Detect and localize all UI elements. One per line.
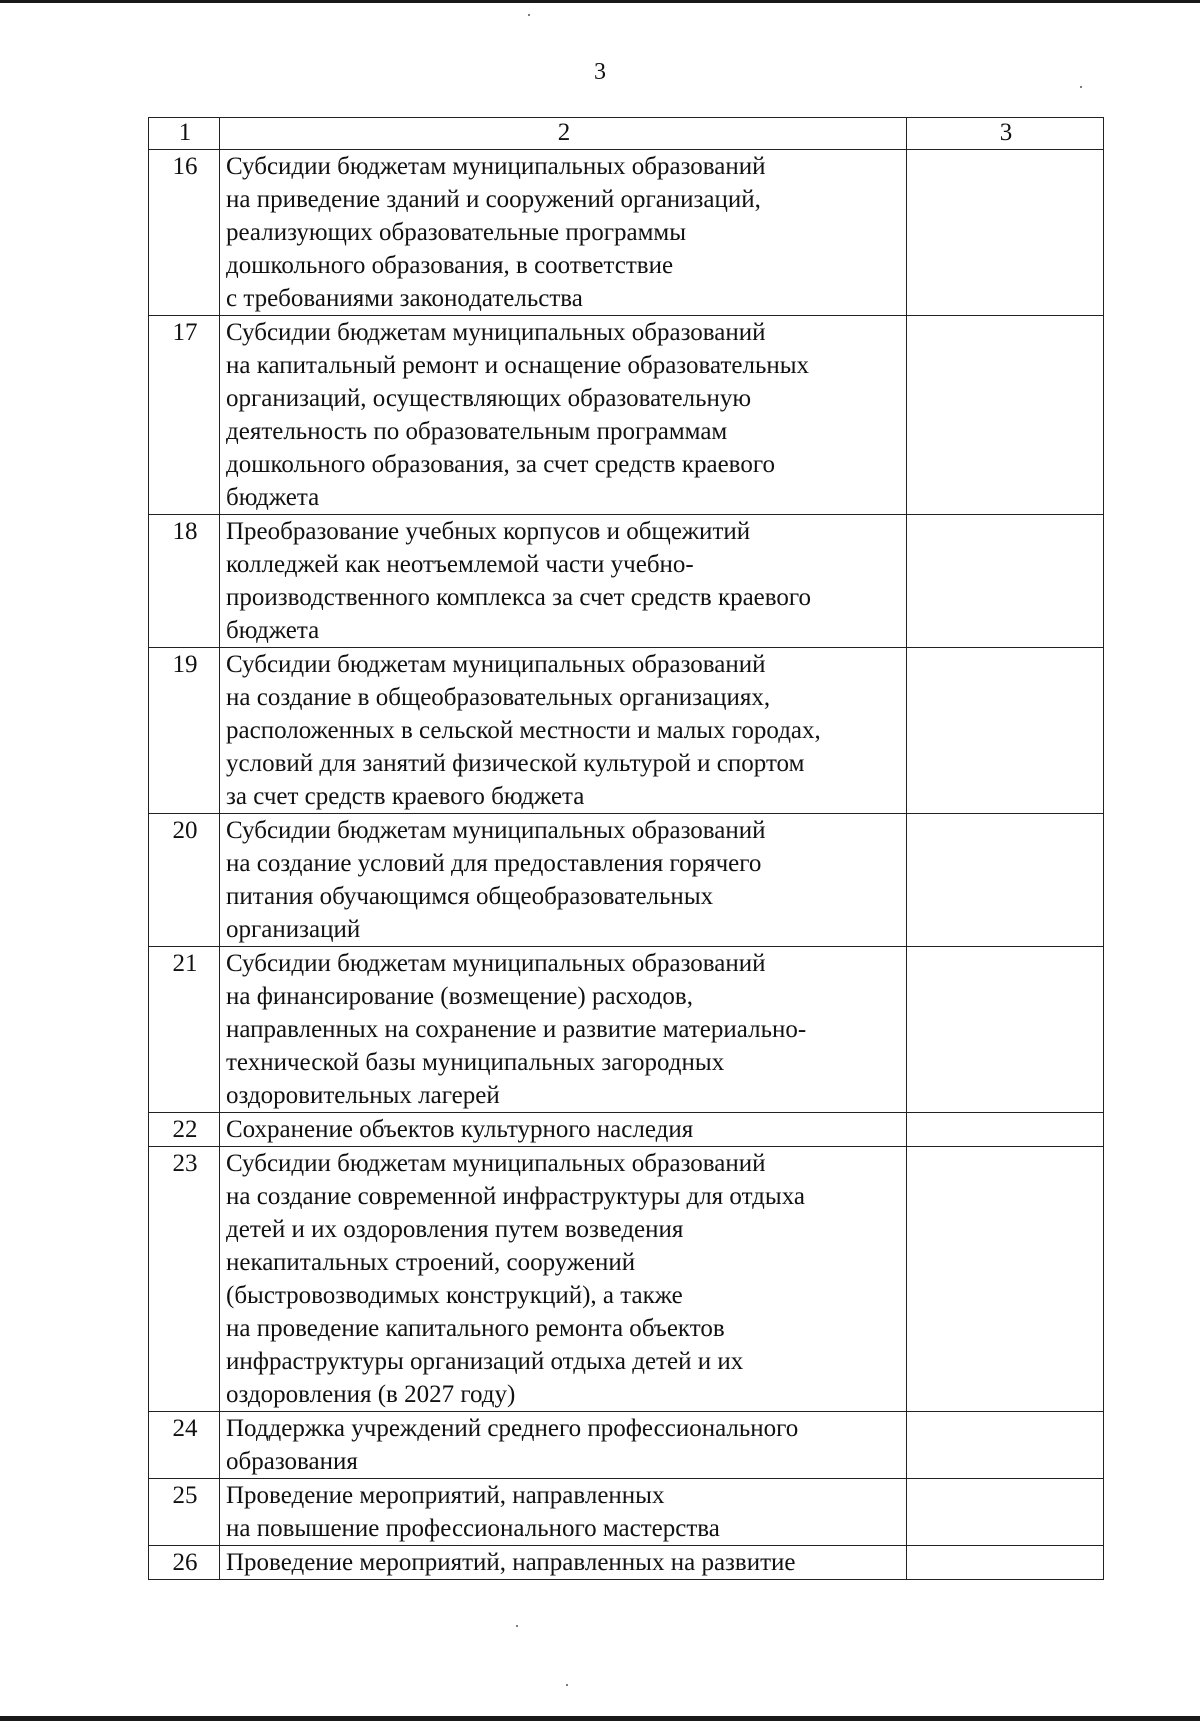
row-value — [907, 515, 1104, 648]
row-number: 18 — [149, 515, 220, 648]
scan-speck — [528, 14, 530, 16]
header-cell: 1 — [149, 118, 220, 150]
row-number: 23 — [149, 1147, 220, 1412]
row-description: Субсидии бюджетам муниципальных образований на создание условий для предоставления горячего питания обучающимся общеобразовательных организаций — [220, 814, 907, 947]
scan-edge-bottom — [0, 1716, 1200, 1721]
row-number: 22 — [149, 1113, 220, 1147]
row-number: 20 — [149, 814, 220, 947]
table-row — [149, 648, 1104, 814]
row-value — [907, 1147, 1104, 1412]
row-value — [907, 1113, 1104, 1147]
table-row — [149, 515, 1104, 648]
document-table — [148, 117, 1104, 1580]
row-value — [907, 1479, 1104, 1546]
row-description: Субсидии бюджетам муниципальных образований на капитальный ремонт и оснащение образовательных организаций, осуществляющих образовательную деятельность по образовательным программам дошкольного образования, за счет средств краевого бюджета — [220, 316, 907, 515]
row-value — [907, 1412, 1104, 1479]
row-value — [907, 1546, 1104, 1580]
table-header-row — [149, 118, 1104, 150]
row-description: Субсидии бюджетам муниципальных образований на приведение зданий и сооружений организаций, реализующих образовательные программы дошкольного образования, в соответствие с требованиями законодательства — [220, 150, 907, 316]
row-number: 21 — [149, 947, 220, 1113]
table-row — [149, 1479, 1104, 1546]
row-value — [907, 947, 1104, 1113]
row-value — [907, 648, 1104, 814]
table-row — [149, 1147, 1104, 1412]
row-description: Сохранение объектов культурного наследия — [220, 1113, 907, 1147]
row-number: 26 — [149, 1546, 220, 1580]
row-number: 19 — [149, 648, 220, 814]
header-cell: 3 — [907, 118, 1104, 150]
header-cell: 2 — [220, 118, 907, 150]
table-row — [149, 1546, 1104, 1580]
row-value — [907, 814, 1104, 947]
row-number: 24 — [149, 1412, 220, 1479]
page-number: 3 — [594, 59, 606, 85]
row-description: Поддержка учреждений среднего профессионального образования — [220, 1412, 907, 1479]
scan-edge-top — [0, 0, 1200, 3]
row-value — [907, 150, 1104, 316]
row-value — [907, 316, 1104, 515]
row-number: 17 — [149, 316, 220, 515]
row-description: Проведение мероприятий, направленных на развитие — [220, 1546, 907, 1580]
scan-speck — [516, 1625, 518, 1627]
table-row — [149, 150, 1104, 316]
row-description: Субсидии бюджетам муниципальных образований на создание современной инфраструктуры для отдыха детей и их оздоровления путем возведения некапитальных строений, сооружений (быстровозводимых конструкций), а также на проведение капитального ремонта объектов инфраструктуры организаций отдыха детей и их оздоровления (в 2027 году) — [220, 1147, 907, 1412]
table-row — [149, 1113, 1104, 1147]
table-row — [149, 947, 1104, 1113]
row-description: Субсидии бюджетам муниципальных образований на создание в общеобразовательных организациях, расположенных в сельской местности и малых городах, условий для занятий физической культурой и спортом за счет средств краевого бюджета — [220, 648, 907, 814]
row-number: 25 — [149, 1479, 220, 1546]
table-row — [149, 1412, 1104, 1479]
scan-speck — [1080, 86, 1082, 88]
row-description: Преобразование учебных корпусов и общежитий колледжей как неотъемлемой части учебно- производственного комплекса за счет средств краевого бюджета — [220, 515, 907, 648]
scan-speck — [566, 1684, 568, 1686]
table-row — [149, 316, 1104, 515]
row-description: Субсидии бюджетам муниципальных образований на финансирование (возмещение) расходов, направленных на сохранение и развитие материально- технической базы муниципальных загородных оздоровительных лагерей — [220, 947, 907, 1113]
row-description: Проведение мероприятий, направленных на повышение профессионального мастерства — [220, 1479, 907, 1546]
table-row — [149, 814, 1104, 947]
row-number: 16 — [149, 150, 220, 316]
